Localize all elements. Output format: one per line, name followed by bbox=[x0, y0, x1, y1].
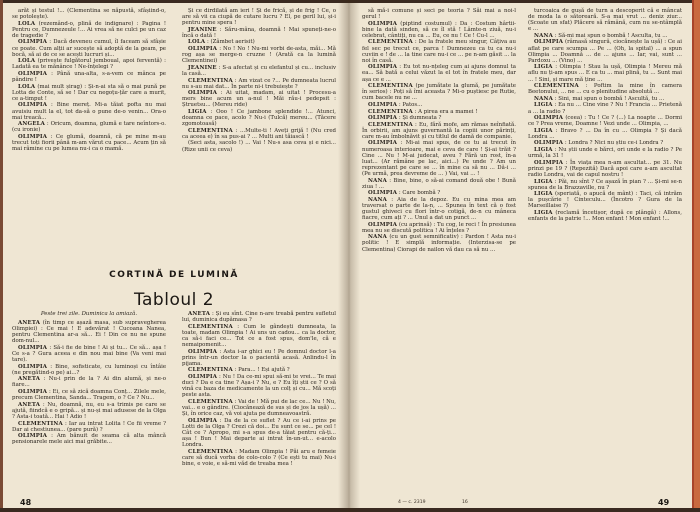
speaker-name: CLEMENTINA bbox=[188, 448, 233, 455]
dialogue-line bbox=[182, 78, 336, 90]
speaker-name: CLEMENTINA bbox=[18, 420, 63, 427]
dialogue-line bbox=[182, 374, 336, 398]
speaker-name: OLIMPIA bbox=[368, 221, 398, 228]
dialogue-line bbox=[12, 102, 166, 120]
speaker-name: LOLA bbox=[18, 83, 36, 90]
line-text: : Am bănuit de seama că alta mâncă pensionarele mele aici mai grăbite... bbox=[12, 433, 166, 446]
dialogue-line bbox=[362, 64, 516, 82]
left-page bbox=[12, 6, 336, 506]
dialogue-line bbox=[528, 102, 682, 114]
dialogue-line bbox=[528, 96, 682, 102]
dialogue-line bbox=[528, 8, 682, 32]
speaker-name: OLIMPIA bbox=[368, 140, 398, 147]
left-col2-top bbox=[182, 8, 336, 153]
dialogue-line bbox=[528, 64, 682, 82]
dialogue-line bbox=[12, 389, 166, 401]
dialogue-line bbox=[182, 8, 336, 26]
dialogue-line bbox=[182, 349, 336, 367]
gutter-shadow bbox=[338, 0, 360, 512]
speaker-name: LOLA bbox=[188, 39, 206, 46]
line-text: : No ! No ! Nu-mi vorbi de-asta, măi... Mă rog așa se merge-n cruzne ! (Arată ca la lumină Clementinei) bbox=[182, 46, 336, 65]
speaker-name: NANA bbox=[534, 95, 554, 102]
tableau-heading: Tabloul 2 bbox=[133, 290, 215, 310]
speaker-name: OLIMPIA bbox=[368, 20, 398, 27]
dialogue-line bbox=[528, 140, 682, 146]
speaker-name: OLIMPIA bbox=[188, 46, 218, 53]
dialogue-line bbox=[12, 345, 166, 363]
dialogue-line bbox=[182, 46, 336, 64]
line-text: : Ea nu ... Cine vine ? Nu ! Francia ... Prietenă a ... la radio ? bbox=[528, 102, 682, 115]
speaker-name: JEANINE bbox=[188, 26, 217, 33]
line-text: : ...Multe-ti ! Aveți grijă ! (Nu cred ca aceea e) în sa pus-ai ? ... Multi ani tăiască ! bbox=[182, 127, 336, 140]
speaker-name: LIGIA bbox=[534, 64, 553, 71]
speaker-name: LIGIA bbox=[534, 102, 553, 109]
left-col2-bottom bbox=[182, 311, 336, 467]
dialogue-line bbox=[528, 191, 682, 209]
speaker-name: OLIMPIA bbox=[18, 39, 48, 46]
dialogue-line bbox=[528, 39, 682, 63]
line-text: : Să-mi mai spun o bombă ! Asculta, tu ... bbox=[554, 32, 668, 39]
dialogue-line bbox=[362, 21, 516, 39]
line-text: arăt și testul !... (Clementina se năpustă, sfâșiind-o, se potolește). bbox=[12, 8, 166, 21]
line-text: (privește fulgătorul jemboual, apoi ferventă) : Ladată ea te mănânce ! Ne-înțelegi ? bbox=[12, 58, 166, 71]
line-text: : Para... ! Eși ajută ? bbox=[234, 367, 290, 374]
line-text: : Ooo ! Ce jambone splendide !... Atunci, doamna ce pace, acolo ? Nu-i (Tulcă) mereu... (Tăcere zgomotoasă) bbox=[182, 109, 336, 128]
dialogue-line bbox=[362, 122, 516, 140]
line-text: : Am vizat ce ?... Pe dumneata lucrul nu s-au mai dat... În parte ni-i trebuiește ? bbox=[182, 77, 336, 90]
dialogue-line bbox=[12, 84, 166, 102]
speaker-name: NANA bbox=[368, 234, 388, 241]
dialogue-line bbox=[182, 128, 336, 140]
curtain-heading: CORTINĂ DE LUMINĂ bbox=[109, 270, 239, 280]
dialogue-line bbox=[182, 109, 336, 127]
dialogue-line bbox=[528, 179, 682, 191]
speaker-name: NANA bbox=[368, 196, 388, 203]
speaker-name: NANA bbox=[534, 32, 554, 39]
line-text: : Nu ! Da ce-mi spui să-mi te vrei... Te mai duci ? Da e ca tine ? Așa-i ? Nu, e ? Eu îți știi ce ? O să vină cu baza de medicamente la un colț și cu... Mă scoți peste asta. bbox=[182, 373, 336, 399]
dialogue-line bbox=[182, 449, 336, 467]
dialogue-line bbox=[182, 27, 336, 39]
speaker-name: OLIMPIA bbox=[188, 348, 218, 355]
line-text: : Eu tot nu-nțeleg cum ai ajuns domnul ta ea... Să bată a celui văzut la el tot în fratele meu, dar așa ce e ... bbox=[362, 64, 516, 83]
dialogue-line bbox=[362, 39, 516, 63]
speaker-name: ANETA bbox=[18, 320, 41, 326]
line-text: : Nu știi unde e bărci, ori unde e la radio ? Pe urmă, la 31 ! bbox=[528, 147, 682, 160]
line-text: : Eu, fără mofe, am rămas neînfiată. În orbirii, am ajuns guvernantă la copiii unor părinți, care m-au îmbolnăvit și cu titlul de damă de companie. bbox=[362, 121, 516, 140]
line-text: să mă-i comune și seci pe teoria ? Săi mai a noi-l gerul ! bbox=[362, 8, 516, 21]
right-col1 bbox=[362, 8, 516, 253]
dialogue-line bbox=[528, 147, 682, 159]
speaker-name: CLEMENTINA bbox=[368, 108, 413, 115]
speaker-name: CLEMENTINA bbox=[534, 83, 579, 90]
dialogue-line bbox=[12, 134, 166, 152]
line-text: (râmasă singură, ciocănește la ușă) : Ce ai aflat pe care scumpa ... Pe ... (Oh, la spital) ... a spun Olimpia ... Doamnă ... de ... ajuns ... Iar, vai, sunt ... Pardoxu ... (Vino) ... bbox=[528, 39, 682, 64]
footer-sheet-number: 16 bbox=[462, 500, 468, 505]
line-text: : Da de la ce suflet ? Au ce i-ai prins pe Lotti de la Olga ? Crezi că doi... Eu sunt ce se... pe cel ! Cât ce ? Apropo, mi s-a spus de-a tăiat pentru că-ți... așa ! Bun ! Mai departe ai intrat în-un-ut... e-acolo Londra. bbox=[182, 417, 336, 448]
dialogue-line bbox=[182, 324, 336, 348]
speaker-name: CLEMENTINA bbox=[188, 323, 233, 330]
left-col1-bottom bbox=[12, 320, 166, 446]
dialogue-line bbox=[528, 83, 682, 95]
dialogue-line bbox=[12, 21, 166, 39]
dialogue-line bbox=[362, 115, 516, 121]
line-text: (speriată, o apucă de mânt) : Taci, că intrăm la pușcărie ! Cinteculu... (Încotro ? Gura de la Marseillaise ?) bbox=[528, 191, 682, 210]
speaker-name: OLIMPIA bbox=[188, 90, 218, 97]
speaker-name: OLIMPIA bbox=[534, 140, 564, 147]
speaker-name: LIGIA bbox=[534, 147, 553, 154]
speaker-name: OLIMPIA bbox=[18, 344, 48, 351]
line-text: : (Zâmbet aerisit) bbox=[206, 39, 255, 46]
dialogue-line bbox=[182, 399, 336, 417]
line-text: : Bravo ? ... Da în cu ... Olimpia ? Și dacă Londra ... bbox=[528, 127, 682, 140]
line-text: : Londra ? Nici nu știu ce-i Londra ? bbox=[564, 140, 664, 147]
speaker-name: OLIMPIA bbox=[18, 133, 48, 140]
dialogue-line bbox=[528, 128, 682, 140]
dialogue-line bbox=[182, 39, 336, 45]
dialogue-line bbox=[528, 160, 682, 178]
line-text: Și ce dirdilată am ieri ! Și de frică, și de frig ! Ce, o are să vii ca ciupă de cutare lucru ? El, pe geril lui, și-i pentru mine spera ! bbox=[182, 8, 336, 27]
line-text: (cu aprinsă) : Tu cog, le reci ! În presiunea mea nu se discută politica ! Ai înțeles ? bbox=[362, 221, 516, 234]
dialogue-line bbox=[182, 90, 336, 108]
dialogue-line bbox=[362, 234, 516, 252]
speaker-name: OLIMPIA bbox=[534, 159, 564, 166]
line-text: : Și dumneata ? bbox=[398, 115, 442, 122]
speaker-name: CLEMENTINA bbox=[188, 77, 233, 84]
speaker-name: OLIMPIA bbox=[534, 115, 564, 122]
speaker-name: OLIMPIA bbox=[368, 115, 398, 122]
line-text: : În viața mea n-am ascultat... pe 31. Nu prinzi pe 19 ? (Repezită) Dacă apoi care a-am ascultat radio Londra, vai de capul nostru ! bbox=[528, 159, 682, 178]
line-text: : Și eu sînt. Cine n-are treabă pentru sufletul lui, duminica dupămasa ? bbox=[182, 311, 336, 324]
line-text: (mai mult șirag) : Și-n-ai sta să o mai pună pe Lotta de Conte, să se ! Dar cu negoțu-țăr care a murit, ce a-timput ! bbox=[12, 83, 166, 102]
dialogue-line bbox=[12, 402, 166, 420]
line-text: : Vai de ! Mă pui de lac ce... Nu ! Nu, vai... e o gândire. (Ciocănează de sus și de jos la ușă) ... Și, în orice caz, vă voi ajuta pe dumneavoastră. bbox=[182, 398, 336, 417]
speaker-name: LOLA bbox=[18, 20, 36, 27]
dialogue-line bbox=[12, 364, 166, 376]
speaker-name: CLEMENTINA bbox=[368, 39, 413, 46]
line-text: : Aia de la depoz. Eu cu mina mea am traversat o parte de la-n, ... Spunea în text că o fost gustul ghiveci cu flori într-o cotigă, de-n cu mâneca fiacre, cum ați ? ... Unul a dat un punct ... bbox=[362, 196, 516, 222]
speaker-name: CLEMENTINA bbox=[188, 127, 233, 134]
speaker-name: OLIMPIA bbox=[534, 39, 564, 46]
dialogue-line bbox=[362, 222, 516, 234]
line-text: : Ai uitat, madam, ai uitat ! Procesu-a mers bine acum un a-nul ! Măi rău-i pedepsit : Ștruetsu... (Mereu ride) bbox=[182, 90, 336, 109]
dialogue-line bbox=[362, 8, 516, 20]
dialogue-line bbox=[362, 178, 516, 190]
line-text: : Păi, nu sînt ? Ce așază în pian ? ... Și-mi se-n spunea de la Brazzaville, nu ? bbox=[528, 178, 682, 191]
speaker-name: CLEMENTINA bbox=[188, 398, 233, 405]
line-text: : Nu, doamnă, nu, eu s-a trimis pe care se ajută, fiindcă e o gripă... și nu-și mai adusese de la Olga ? Asta-i toată... Hai ! Adio ! bbox=[12, 401, 166, 420]
line-text: (piptind costumul) : Da : Costum hârtii-bine la dată sinden, să ce îl stă ! Lâmte-n ziuă, nu-i celebrat, cântiți, nu ca ... Eu, ce nu ! Ce ! Cu-l ... bbox=[362, 20, 517, 39]
page-number-right: 49 bbox=[658, 498, 670, 507]
speaker-name: ANETA bbox=[188, 311, 211, 317]
speaker-name: OLIMPIA bbox=[18, 70, 48, 77]
line-text: turcoaica de gușă de turn a descoperit că e mâncat de moda la o sătoreară. S-a mai vrut ... deniz ziur... (Scoate un sfat) Plăcere să rămână, cum nu se-ntâmplă e ... bbox=[528, 8, 682, 33]
line-text: : Mi-ai mai spus, de ce tu ai trecut în numeroasa interioare, mai e ceva de care ! Și-ai trăit ? Cine ... Nu ! M-ai judecat, aveu ? Fără un rost, în-a luat... (Ar rămâne pe lac, aici...) Pe unde ? Am un reprezentant pe care se ... în mine ca să nu ... Dă-i ... (Pe urmă, prea devreme de ... ) Vai, vai ... ! bbox=[362, 140, 517, 177]
dialogue-line bbox=[182, 311, 336, 323]
speaker-name: OLIMPIA bbox=[188, 373, 218, 380]
speaker-name: OLIMPIA bbox=[18, 389, 48, 396]
speaker-name: NANA bbox=[368, 177, 388, 184]
dialogue-line bbox=[362, 109, 516, 115]
divider bbox=[42, 264, 306, 265]
dialogue-line bbox=[362, 83, 516, 101]
line-text: : Madam Olimpia ! Păi aru e femeie care să ducă vorba de colo-colo ? (Ce ești tu mai) Nu-i bine, e voie, e să-mi văd de treaba mea ! bbox=[182, 448, 336, 467]
line-text: : Oricum, doamna, glumă e tare neîntors-o. (cu ironie) bbox=[12, 121, 166, 134]
speaker-name: ANETA bbox=[18, 401, 41, 408]
dialogue-line bbox=[12, 433, 166, 445]
speaker-name: JEANINE bbox=[188, 64, 217, 71]
dialogue-line bbox=[12, 121, 166, 133]
speaker-name: OLIMPIA bbox=[368, 101, 398, 108]
speaker-name: CLEMENTINA bbox=[188, 367, 233, 374]
line-text: : Ce glumă, doamnă, că pe mine m-au trecut toți fiorii până m-am vărut cu pace... Acum țin să mai râmine cu pe lumea nu-i ca o mamă. bbox=[12, 133, 166, 153]
speaker-name: OLIMPIA bbox=[18, 433, 48, 440]
dialogue-line bbox=[182, 418, 336, 448]
line-text: : A pirea era a mamei ! bbox=[414, 108, 478, 115]
line-text: (Seci asta, sacolo !) ... Vai ! Nu-s asa ceva și e nici... (Rize unii ce ceva) bbox=[182, 140, 336, 153]
line-text: : Cum le gândești dumneata, la toate, madam Olimpia ! Ai uns un cadou... ca la doctor, ca să-i faci ce... Tot ce a fost spus, dom'le, că e nemaipomenit... bbox=[182, 323, 336, 348]
speaker-name: LOLA bbox=[18, 58, 36, 65]
line-text: (reclamă încetișor, după ce plângâ) : Allons, enfants de la patrie !... Mon enfant ! Mon enfant !... bbox=[528, 210, 682, 223]
speaker-name: LIGIA bbox=[534, 210, 553, 216]
line-text: : Care bombă ? bbox=[398, 190, 441, 197]
line-text: : Bine, sofisticate, cu luminoși cu întâie (ne pregătind-o pe) ai...? bbox=[12, 363, 167, 376]
line-text: (ceea) : Tu ! Ce ? (...) La noapte ... Dormi ce ? Prea vreme, Doamne ! Vezi unde ... Olimpia, ... bbox=[528, 115, 682, 128]
line-text: : Ei, ce să zică doamna Conț... Zilele mele, precum Clementina, Sanda... Tragem, o ? Ce ? Nu... bbox=[12, 389, 166, 402]
speaker-name: LIGIA bbox=[188, 109, 207, 115]
dialogue-line bbox=[182, 140, 336, 152]
line-text: : De la fratele meu singur, Câțiva au fel sec pe trecut ce, parca ! Dumnezeu ca tu ca nu-i cuviin e ! de ... la tine care nu-i ce ... pe n-am găsit ... la noi în casă. bbox=[362, 39, 516, 64]
line-text: : Până una-alta, s-a-vem ce mânca pe pândire ! bbox=[12, 70, 166, 84]
line-text: : Nu-i prin de la ? Ai din alumă, și ne-o fiare... bbox=[12, 376, 167, 389]
dialogue-line bbox=[12, 39, 166, 57]
dialogue-line bbox=[12, 421, 166, 433]
line-text: : Olimpia ! Stau la ușă, Olimpia ! Mereu mă aflu nu ți-am spus ... E ca tu ... mai plină, tu ... Sunt mai ... ! Sini, și mare mă ține ... bbox=[528, 64, 682, 83]
right-page bbox=[362, 6, 686, 506]
line-text: : Săru-mâna, doamnă ! Mai spuneți-ne-o încă o dată ! bbox=[182, 26, 336, 39]
speaker-name: OLIMPIA bbox=[188, 417, 218, 424]
line-text: : S-a afectat și cu elefantul și cu... inclusiv la casă... bbox=[182, 64, 336, 77]
dialogue-line bbox=[362, 140, 516, 177]
line-text: : Patos... bbox=[398, 101, 423, 108]
right-edge-bookmark bbox=[694, 0, 700, 512]
page-number-left: 48 bbox=[20, 498, 32, 507]
speaker-name: OLIMPIA bbox=[18, 102, 48, 109]
line-text: : Iar au intrat Lolita ! Ce fii vreme ? Dar ai chestiunea... (pare pură) ? bbox=[12, 420, 167, 433]
dialogue-line bbox=[528, 210, 682, 222]
line-text: (rezemând-o, plină de indignare) : Pagina ! Pentru ce, Dumnezeule !... Ai vrea să ne culci pe un caz de tragedie ? bbox=[12, 20, 166, 39]
left-edge bbox=[0, 0, 3, 512]
speaker-name: ANGELA bbox=[18, 121, 45, 128]
footer-signature: 4 — c. 2319 bbox=[398, 500, 426, 505]
dialogue-line bbox=[362, 102, 516, 108]
dialogue-line bbox=[528, 115, 682, 127]
speaker-name: OLIMPIA bbox=[368, 64, 398, 71]
speaker-name: CLEMENTINA bbox=[368, 83, 413, 90]
speaker-name: CLEMENTINA bbox=[368, 121, 413, 128]
line-text: (în timp ce așază masa, sub supravegherea Olimpiei) : Ce mai ! E adevărat ! Cucoana Nanea, pentru Clementina ar-a să... Ei ! Din ce nu ne spune dom-nul... bbox=[12, 320, 166, 345]
line-text: : Poftim la mine în camera Beetonului, ... ne ... cu o plenitudine absolută ... bbox=[528, 83, 682, 96]
speaker-name: LIGIA bbox=[534, 127, 553, 134]
right-col2 bbox=[528, 8, 682, 223]
line-text: : Sini, mai spun o bombă ! Ascultă, tu ... bbox=[554, 95, 665, 102]
line-text: : Să-i fie de bine ! Ai și tu... Ce să... așa ! Ce s-a ? Gura aceea e din nou mai bine (Va veni mai tare). bbox=[12, 344, 166, 364]
dialogue-line bbox=[12, 58, 166, 70]
line-text: : Dacă deveneu cumul, îl faceam să sfâșie ce poate. Cum alții ar sucește să adoptă de la geam, pe bocă, să ai de ce se acești lucruri și... bbox=[12, 39, 166, 58]
left-col1-top bbox=[12, 8, 166, 153]
stage-direction: Peste trei zile. Duminica la amiază. bbox=[40, 311, 138, 317]
dialogue-line bbox=[362, 190, 516, 196]
dialogue-line bbox=[182, 65, 336, 77]
line-text: (pe jumătate la glumă, pe jumătate în serios) : Poți să îmi aceasta ? Mi-o puștiesc pe Rutie, cum bacele nu ne ... bbox=[362, 83, 516, 102]
dialogue-line bbox=[182, 367, 336, 373]
dialogue-line bbox=[12, 8, 166, 20]
speaker-name: ANETA bbox=[18, 376, 41, 383]
dialogue-line bbox=[12, 320, 166, 344]
line-text: (cu un gust semnificativ) : Pardon ! Asta nu-i politic ! E simplă informație. (Interzisa-se pe Clementina) Ciorapi de nailon vă dau ca să nu ... bbox=[362, 234, 516, 253]
line-text: : Bine, bine, o să-ai comand două obe ! Bună ziua ! ... bbox=[362, 177, 516, 190]
speaker-name: OLIMPIA bbox=[368, 190, 398, 197]
dialogue-line bbox=[12, 376, 166, 388]
line-text: : Asta i-ar ghici eu ! Pe domnul doctor l-a prins într-un doctor la o pacientă acasă. Anlindu-l în pijama. bbox=[182, 348, 336, 367]
dialogue-line bbox=[362, 197, 516, 221]
dialogue-line bbox=[12, 71, 166, 83]
speaker-name: OLIMPIA bbox=[18, 363, 48, 370]
speaker-name: LIGIA bbox=[534, 178, 553, 185]
speaker-name: LIGIA bbox=[534, 191, 553, 198]
line-text: : Bine mereț. Mi-a tăiat pofta nu mai avuisiu mult la el, tot da-să o pune de-o venin... Ora-o mai treacă... bbox=[12, 102, 167, 121]
